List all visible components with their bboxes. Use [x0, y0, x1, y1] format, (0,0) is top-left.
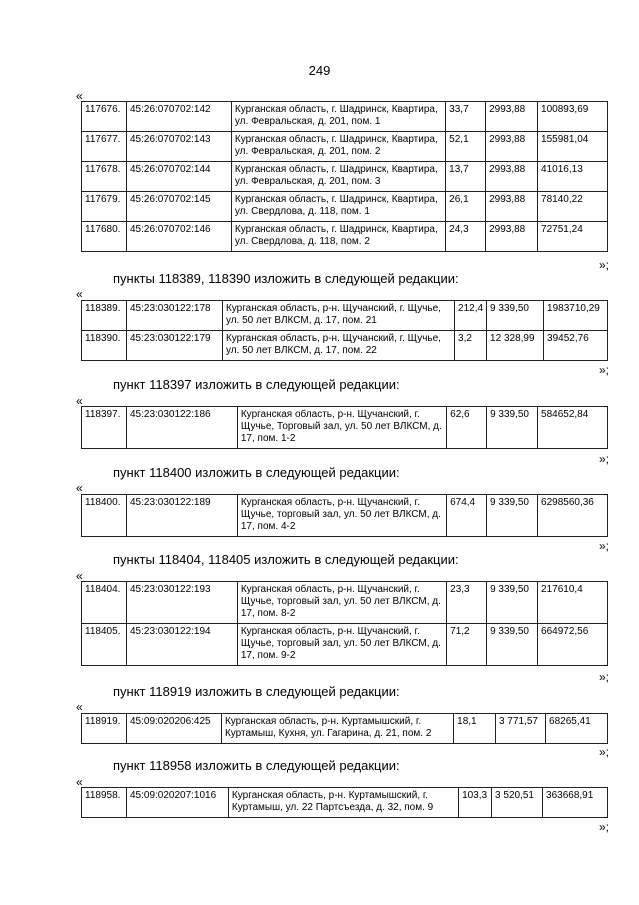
close-quote: »;	[598, 539, 609, 553]
open-quote: «	[76, 569, 83, 583]
row-number-cell: 118400.	[82, 495, 127, 537]
total-value-cell: 78140,22	[538, 192, 608, 222]
open-quote: «	[76, 481, 83, 495]
area-cell: 103,3	[459, 788, 492, 818]
address-cell: Курганская область, р-н. Щучанский, г. Щучье, ул. 50 лет ВЛКСМ, д. 17, пом. 21	[222, 301, 454, 331]
unit-price-cell: 2993,88	[486, 192, 538, 222]
total-value-cell: 68265,41	[546, 714, 608, 744]
unit-price-cell: 12 328,99	[487, 331, 544, 361]
close-quote: »;	[598, 363, 609, 377]
area-cell: 33,7	[446, 102, 486, 132]
address-cell: Курганская область, р-н. Щучанский, г. Щучье, ул. 50 лет ВЛКСМ, д. 17, пом. 22	[222, 331, 454, 361]
total-value-cell: 155981,04	[538, 132, 608, 162]
amendment-table	[81, 300, 608, 361]
table-row	[82, 624, 608, 666]
area-cell: 62,6	[447, 407, 487, 449]
address-cell: Курганская область, р-н. Куртамышский, г. Куртамыш, Кухня, ул. Гагарина, д. 21, пом. 2	[221, 714, 453, 744]
cadastral-number-cell: 45:09:020207:1016	[126, 788, 228, 818]
row-number-cell: 117676.	[82, 102, 127, 132]
address-cell: Курганская область, г. Шадринск, Квартира, ул. Февральская, д. 201, пом. 3	[231, 162, 445, 192]
row-number-cell: 118404.	[82, 582, 127, 624]
cadastral-number-cell: 45:09:020206:425	[126, 714, 221, 744]
open-quote: «	[76, 89, 83, 103]
cadastral-number-cell: 45:23:030122:189	[126, 495, 237, 537]
table-row	[82, 162, 608, 192]
total-value-cell: 363668,91	[543, 788, 608, 818]
address-cell: Курганская область, р-н. Щучанский, г. Щучье, торговый зал, ул. 50 лет ВЛКСМ, д. 17, пом. 8-2	[237, 582, 446, 624]
amendment-intro: пункт 118400 изложить в следующей редакции:	[113, 465, 400, 480]
amendment-intro: пункты 118404, 118405 изложить в следующей редакции:	[113, 552, 459, 567]
page-number: 249	[308, 63, 331, 78]
row-number-cell: 118390.	[82, 331, 127, 361]
amendment-table	[81, 713, 608, 744]
area-cell: 24,3	[446, 222, 486, 252]
open-quote: «	[76, 775, 83, 789]
total-value-cell: 72751,24	[538, 222, 608, 252]
address-cell: Курганская область, г. Шадринск, Квартира, ул. Февральская, д. 201, пом. 1	[231, 102, 445, 132]
row-number-cell: 118405.	[82, 624, 127, 666]
cadastral-number-cell: 45:26:070702:146	[126, 222, 231, 252]
row-number-cell: 118389.	[82, 301, 127, 331]
close-quote: »;	[598, 820, 609, 834]
unit-price-cell: 2993,88	[486, 102, 538, 132]
open-quote: «	[76, 394, 83, 408]
total-value-cell: 1983710,29	[544, 301, 608, 331]
table-row	[82, 407, 608, 449]
unit-price-cell: 2993,88	[486, 162, 538, 192]
amendment-intro: пункты 118389, 118390 изложить в следующей редакции:	[113, 271, 459, 286]
row-number-cell: 117680.	[82, 222, 127, 252]
table-row	[82, 495, 608, 537]
unit-price-cell: 9 339,50	[487, 624, 538, 666]
address-cell: Курганская область, г. Шадринск, Квартира, ул. Свердлова, д. 118, пом. 1	[231, 192, 445, 222]
row-number-cell: 118958.	[82, 788, 127, 818]
area-cell: 212,4	[455, 301, 487, 331]
close-quote: »;	[598, 258, 609, 272]
amendment-table	[81, 494, 608, 537]
area-cell: 3,2	[455, 331, 487, 361]
table-row	[82, 331, 608, 361]
amendment-table	[81, 101, 608, 252]
amendment-intro: пункт 118397 изложить в следующей редакции:	[113, 377, 400, 392]
row-number-cell: 117678.	[82, 162, 127, 192]
unit-price-cell: 3 771,57	[496, 714, 546, 744]
close-quote: »;	[598, 745, 609, 759]
table-row	[82, 102, 608, 132]
amendment-intro: пункт 118919 изложить в следующей редакции:	[113, 684, 400, 699]
area-cell: 674,4	[447, 495, 487, 537]
cadastral-number-cell: 45:23:030122:178	[126, 301, 222, 331]
close-quote: »;	[598, 670, 609, 684]
cadastral-number-cell: 45:23:030122:179	[126, 331, 222, 361]
total-value-cell: 41016,13	[538, 162, 608, 192]
cadastral-number-cell: 45:23:030122:193	[126, 582, 237, 624]
table-row	[82, 714, 608, 744]
unit-price-cell: 3 520,51	[492, 788, 543, 818]
table-row	[82, 132, 608, 162]
area-cell: 13,7	[446, 162, 486, 192]
unit-price-cell: 2993,88	[486, 222, 538, 252]
unit-price-cell: 9 339,50	[487, 301, 544, 331]
area-cell: 71,2	[447, 624, 487, 666]
open-quote: «	[76, 700, 83, 714]
amendment-table	[81, 581, 608, 666]
unit-price-cell: 9 339,50	[487, 495, 538, 537]
table-row	[82, 301, 608, 331]
total-value-cell: 217610,4	[538, 582, 608, 624]
row-number-cell: 117677.	[82, 132, 127, 162]
cadastral-number-cell: 45:23:030122:194	[126, 624, 237, 666]
close-quote: »;	[598, 452, 609, 466]
amendment-table	[81, 787, 608, 818]
area-cell: 26,1	[446, 192, 486, 222]
cadastral-number-cell: 45:23:030122:186	[126, 407, 237, 449]
open-quote: «	[76, 287, 83, 301]
cadastral-number-cell: 45:26:070702:145	[126, 192, 231, 222]
cadastral-number-cell: 45:26:070702:142	[126, 102, 231, 132]
row-number-cell: 117679.	[82, 192, 127, 222]
total-value-cell: 100893,69	[538, 102, 608, 132]
table-row	[82, 582, 608, 624]
row-number-cell: 118397.	[82, 407, 127, 449]
unit-price-cell: 9 339,50	[487, 407, 538, 449]
cadastral-number-cell: 45:26:070702:144	[126, 162, 231, 192]
total-value-cell: 584652,84	[538, 407, 608, 449]
cadastral-number-cell: 45:26:070702:143	[126, 132, 231, 162]
table-row	[82, 222, 608, 252]
address-cell: Курганская область, г. Шадринск, Квартира, ул. Февральская, д. 201, пом. 2	[231, 132, 445, 162]
amendment-intro: пункт 118958 изложить в следующей редакции:	[113, 758, 400, 773]
amendment-table	[81, 406, 608, 449]
total-value-cell: 39452,76	[544, 331, 608, 361]
address-cell: Курганская область, г. Шадринск, Квартира, ул. Свердлова, д. 118, пом. 2	[231, 222, 445, 252]
area-cell: 23,3	[447, 582, 487, 624]
address-cell: Курганская область, р-н. Щучанский, г. Щучье, торговый зал, ул. 50 лет ВЛКСМ, д. 17, пом. 9-2	[237, 624, 446, 666]
table-row	[82, 192, 608, 222]
area-cell: 52,1	[446, 132, 486, 162]
total-value-cell: 6298560,36	[538, 495, 608, 537]
total-value-cell: 664972,56	[538, 624, 608, 666]
unit-price-cell: 2993,88	[486, 132, 538, 162]
row-number-cell: 118919.	[82, 714, 127, 744]
address-cell: Курганская область, р-н. Куртамышский, г. Куртамыш, ул. 22 Партсъезда, д. 32, пом. 9	[228, 788, 458, 818]
area-cell: 18,1	[454, 714, 496, 744]
table-row	[82, 788, 608, 818]
address-cell: Курганская область, р-н. Щучанский, г. Щучье, Торговый зал, ул. 50 лет ВЛКСМ, д. 17, пом. 1-2	[237, 407, 446, 449]
address-cell: Курганская область, р-н. Щучанский, г. Щучье, торговый зал, ул. 50 лет ВЛКСМ, д. 17, пом. 4-2	[237, 495, 446, 537]
unit-price-cell: 9 339,50	[487, 582, 538, 624]
